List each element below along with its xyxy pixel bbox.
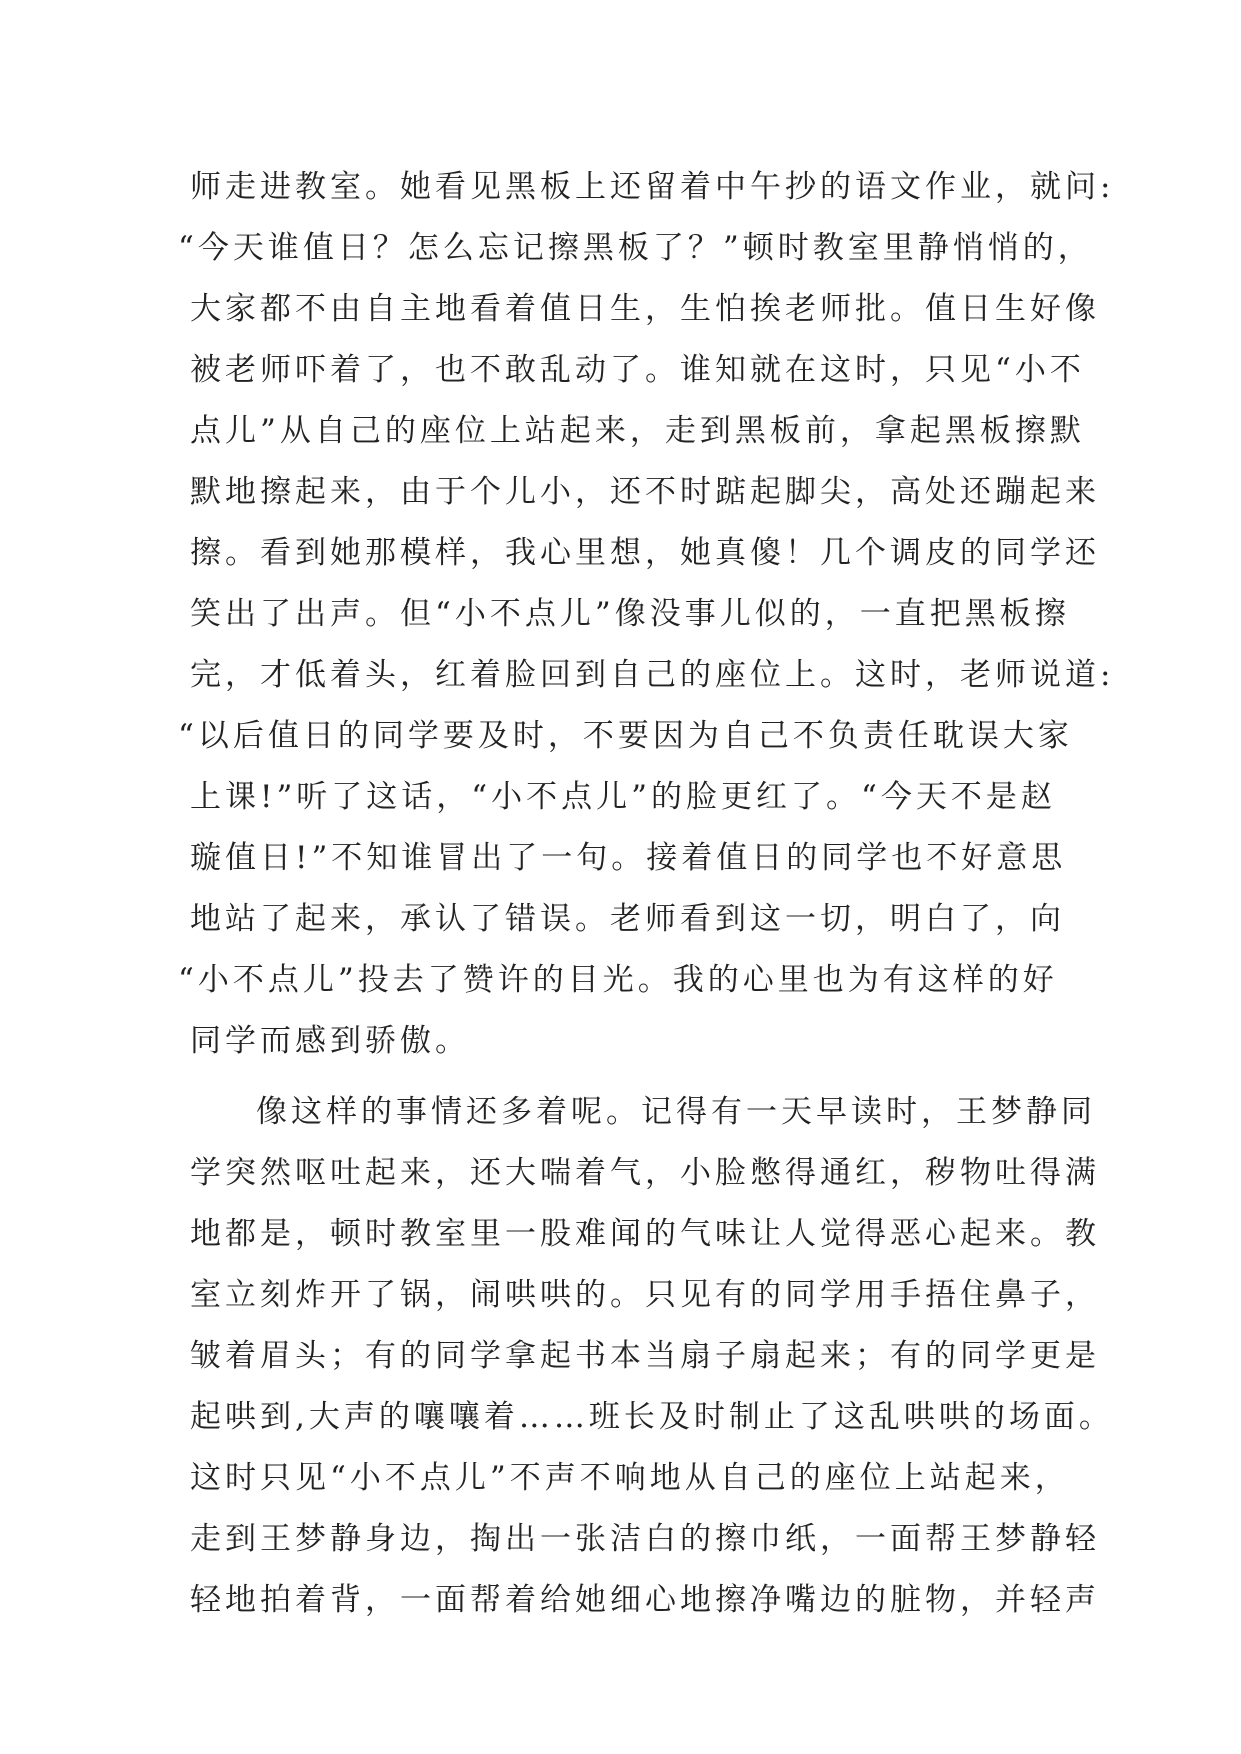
- text-line: 同学而感到骄傲。: [190, 1023, 470, 1059]
- text-line: 地都是，顿时教室里一股难闻的气味让人觉得恶心起来。教: [190, 1216, 1100, 1252]
- text-line: 被老师吓着了，也不敢乱动了。谁知就在这时，只见“小不: [190, 352, 1085, 388]
- text-line: 璇值日!”不知谁冒出了一句。接着值日的同学也不好意思: [190, 840, 1067, 876]
- text-line: 走到王梦静身边，掏出一张洁白的擦巾纸，一面帮王梦静轻: [190, 1521, 1100, 1557]
- text-line: 轻地拍着背，一面帮着给她细心地擦净嘴边的脏物，并轻声: [190, 1582, 1100, 1618]
- text-line: 地站了起来，承认了错误。老师看到这一切，明白了，向: [190, 901, 1065, 937]
- text-line: 像这样的事情还多着呢。记得有一天早读时，王梦静同: [256, 1094, 1096, 1130]
- text-line: 皱着眉头；有的同学拿起书本当扇子扇起来；有的同学更是: [190, 1338, 1100, 1374]
- text-line: 起哄到,大声的嚷嚷着……班长及时制止了这乱哄哄的场面。: [190, 1399, 1114, 1435]
- text-line: 点儿”从自己的座位上站起来，走到黑板前，拿起黑板擦默: [190, 413, 1085, 449]
- text-line: “小不点儿”投去了赞许的目光。我的心里也为有这样的好: [178, 962, 1058, 998]
- text-line: 这时只见“小不点儿”不声不响地从自己的座位上站起来，: [190, 1460, 1070, 1496]
- text-line: 上课!”听了这话，“小不点儿”的脸更红了。“今天不是赵: [190, 779, 1056, 815]
- text-line: 师走进教室。她看见黑板上还留着中午抄的语文作业，就问:: [190, 169, 1115, 205]
- text-line: “以后值日的同学要及时，不要因为自己不负责任耽误大家: [178, 718, 1073, 754]
- text-line: “今天谁值日？怎么忘记擦黑板了？”顿时教室里静悄悄的，: [178, 230, 1093, 266]
- body-text: [0, 157, 1241, 1631]
- text-line: 完，才低着头，红着脸回到自己的座位上。这时，老师说道:: [190, 657, 1115, 693]
- text-line: 大家都不由自主地看着值日生，生怕挨老师批。值日生好像: [190, 291, 1100, 327]
- text-line: 学突然呕吐起来，还大喘着气，小脸憋得通红，秽物吐得满: [190, 1155, 1100, 1191]
- text-line: 擦。看到她那模样，我心里想，她真傻！几个调皮的同学还: [190, 535, 1100, 571]
- text-line: 笑出了出声。但“小不点儿”像没事儿似的，一直把黑板擦: [190, 596, 1070, 632]
- text-line: 默地擦起来，由于个儿小，还不时踮起脚尖，高处还蹦起来: [190, 474, 1100, 510]
- text-line: 室立刻炸开了锅，闹哄哄的。只见有的同学用手捂住鼻子，: [190, 1277, 1100, 1313]
